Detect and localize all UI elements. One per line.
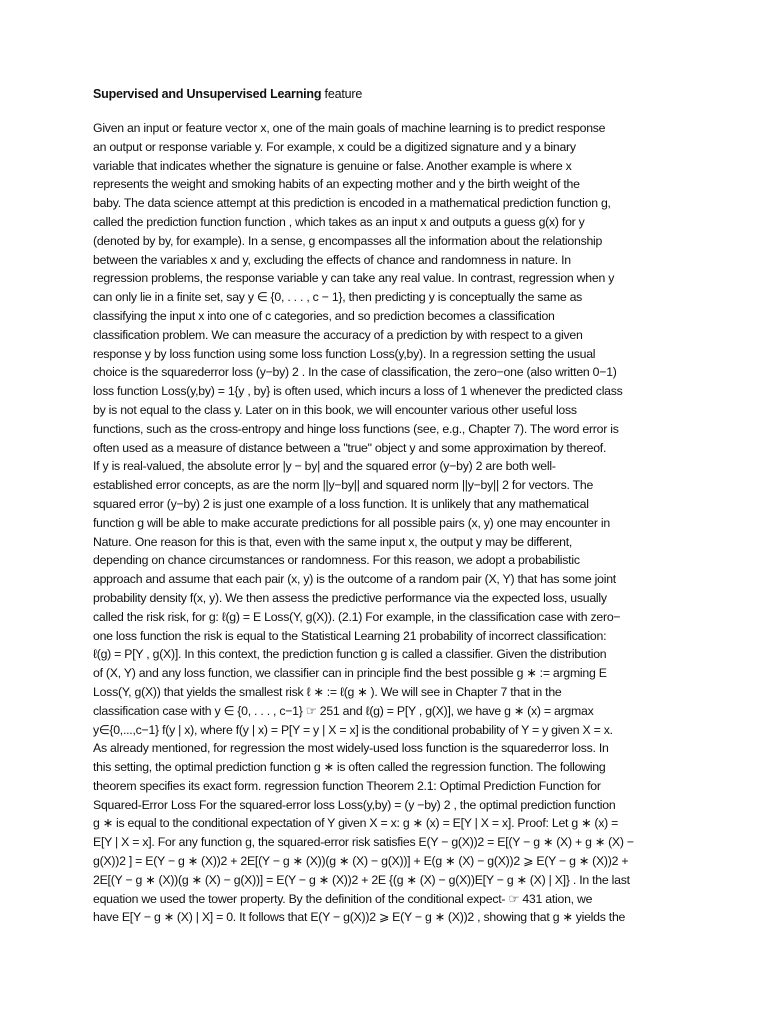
body-text-line: theorem specifies its exact form. regression function Theorem 2.1: Optimal Prediction Function for	[93, 778, 601, 793]
body-text-line: established error concepts, as are the norm ||y−by|| and squared norm ||y−by|| 2 for vectors. The	[93, 478, 594, 493]
body-text-line: Squared-Error Loss For the squared-error loss Loss(y,by) = (y −by) 2 , the optimal prediction function	[93, 797, 616, 812]
body-text-line: between the variables x and y, excluding the effects of chance and randomness in nature. In	[93, 252, 571, 267]
title-bold: Supervised and Unsupervised Learning	[93, 87, 322, 101]
body-text-line: As already mentioned, for regression the most widely-used loss function is the squarederror loss. In	[93, 741, 609, 756]
body-text-line: Loss(Y, g(X)) that yields the smallest risk ℓ ∗ := ℓ(g ∗ ). We will see in Chapter 7 that in the	[93, 684, 562, 699]
body-text-line: (denoted by by, for example). In a sense, g encompasses all the information about the relationship	[93, 233, 603, 248]
body-text-line: often used as a measure of distance between a "true" object y and some approximation by thereof.	[93, 440, 607, 455]
body-text-line: one loss function the risk is equal to the Statistical Learning 21 probability of incorrect classification:	[93, 628, 607, 643]
title-rest: feature	[321, 87, 363, 101]
document-body	[93, 119, 693, 927]
body-text-line: of (X, Y) and any loss function, we classifier can in principle find the best possible g ∗ := argming E	[93, 666, 607, 681]
body-text-line: represents the weight and smoking habits of an expecting mother and y the birth weight of the	[93, 177, 580, 192]
body-text-line: If y is real-valued, the absolute error |y − by| and the squared error (y−by) 2 are both well-	[93, 459, 556, 474]
body-text-line: classification problem. We can measure the accuracy of a prediction by with respect to a given	[93, 327, 583, 342]
body-text-line: depending on chance circumstances or randomness. For this reason, we adopt a probabilistic	[93, 553, 580, 568]
body-text-line: g ∗ is equal to the conditional expectation of Y given X = x: g ∗ (x) = E[Y | X = x]. Proof: Let g ∗ (x) =	[93, 816, 619, 831]
body-text-line: squared error (y−by) 2 is just one example of a loss function. It is unlikely that any mathematical	[93, 496, 589, 511]
body-text-line: equation we used the tower property. By the definition of the conditional expect- ☞ 431 ation, we	[93, 891, 593, 906]
body-text-line: Nature. One reason for this is that, even with the same input x, the output y may be different,	[93, 534, 573, 549]
body-text-line: probability density f(x, y). We then assess the predictive performance via the expected loss, usually	[93, 590, 607, 605]
body-text-line: by is not equal to the class y. Later on in this book, we will encounter various other useful loss	[93, 402, 577, 417]
body-text-line: classification case with y ∈ {0, . . . , c−1} ☞ 251 and ℓ(g) = P[Y , g(X)], we have g ∗ (x) = argmax	[93, 703, 594, 718]
body-text-line: called the prediction function function , which takes as an input x and outputs a guess g(x) for y	[93, 214, 585, 229]
document-title	[93, 87, 362, 101]
body-text-line: called the risk risk, for g: ℓ(g) = E Loss(Y, g(X)). (2.1) For example, in the classification case with zero−	[93, 609, 621, 624]
body-text-line: y∈{0,...,c−1} f(y | x), where f(y | x) = P[Y = y | X = x] is the conditional probability of Y = y given X = x.	[93, 722, 613, 737]
body-text-line: 2E[(Y − g ∗ (X))(g ∗ (X) − g(X))] = E(Y − g ∗ (X))2 + 2E {(g ∗ (X) − g(X))E[Y − g ∗ (X) | X]} . In the last	[93, 872, 630, 887]
body-text-line: regression problems, the response variable y can take any real value. In contrast, regression when y	[93, 271, 615, 286]
body-text-line: can only lie in a finite set, say y ∈ {0, . . . , c − 1}, then predicting y is conceptually the same as	[93, 290, 583, 305]
body-text-line: response y by loss function using some loss function Loss(y,by). In a regression setting the usual	[93, 346, 596, 361]
body-text-line: this setting, the optimal prediction function g ∗ is often called the regression function. The following	[93, 760, 606, 775]
body-text-line: Given an input or feature vector x, one of the main goals of machine learning is to predict response	[93, 121, 606, 135]
body-text-line: loss function Loss(y,by) = 1{y , by} is often used, which incurs a loss of 1 whenever the predicted class	[93, 384, 623, 399]
body-text-line: E[Y | X = x]. For any function g, the squared-error risk satisfies E(Y − g(X))2 = E[(Y − g ∗ (X) + g ∗ (X) −	[93, 835, 634, 850]
body-text-line: variable that indicates whether the signature is genuine or false. Another example is where x	[93, 158, 572, 173]
body-text-line: g(X))2 ] = E(Y − g ∗ (X))2 + 2E[(Y − g ∗ (X))(g ∗ (X) − g(X))] + E(g ∗ (X) − g(X))2 ⩾ E(Y − g ∗ (X))2 +	[93, 854, 629, 869]
body-text-line: function g will be able to make accurate predictions for all possible pairs (x, y) one may encounter in	[93, 515, 610, 530]
body-text-line: functions, such as the cross-entropy and hinge loss functions (see, e.g., Chapter 7). The word error is	[93, 421, 619, 436]
body-text-line: approach and assume that each pair (x, y) is the outcome of a random pair (X, Y) that has some joint	[93, 572, 616, 587]
body-text-line: classifying the input x into one of c categories, and so prediction becomes a classification	[93, 308, 555, 323]
body-text-line: have E[Y − g ∗ (X) | X] = 0. It follows that E(Y − g(X))2 ⩾ E(Y − g ∗ (X))2 , showing that g ∗ yields the	[93, 910, 626, 925]
body-text-line: choice is the squarederror loss (y−by) 2 . In the case of classification, the zero−one (also written 0−1)	[93, 365, 617, 380]
body-text-line: an output or response variable y. For example, x could be a digitized signature and y a binary	[93, 139, 576, 154]
body-text-line: baby. The data science attempt at this prediction is encoded in a mathematical prediction function g,	[93, 196, 611, 211]
body-text-line: ℓ(g) = P[Y , g(X)]. In this context, the prediction function g is called a classifier. Given the distribution	[93, 647, 607, 662]
